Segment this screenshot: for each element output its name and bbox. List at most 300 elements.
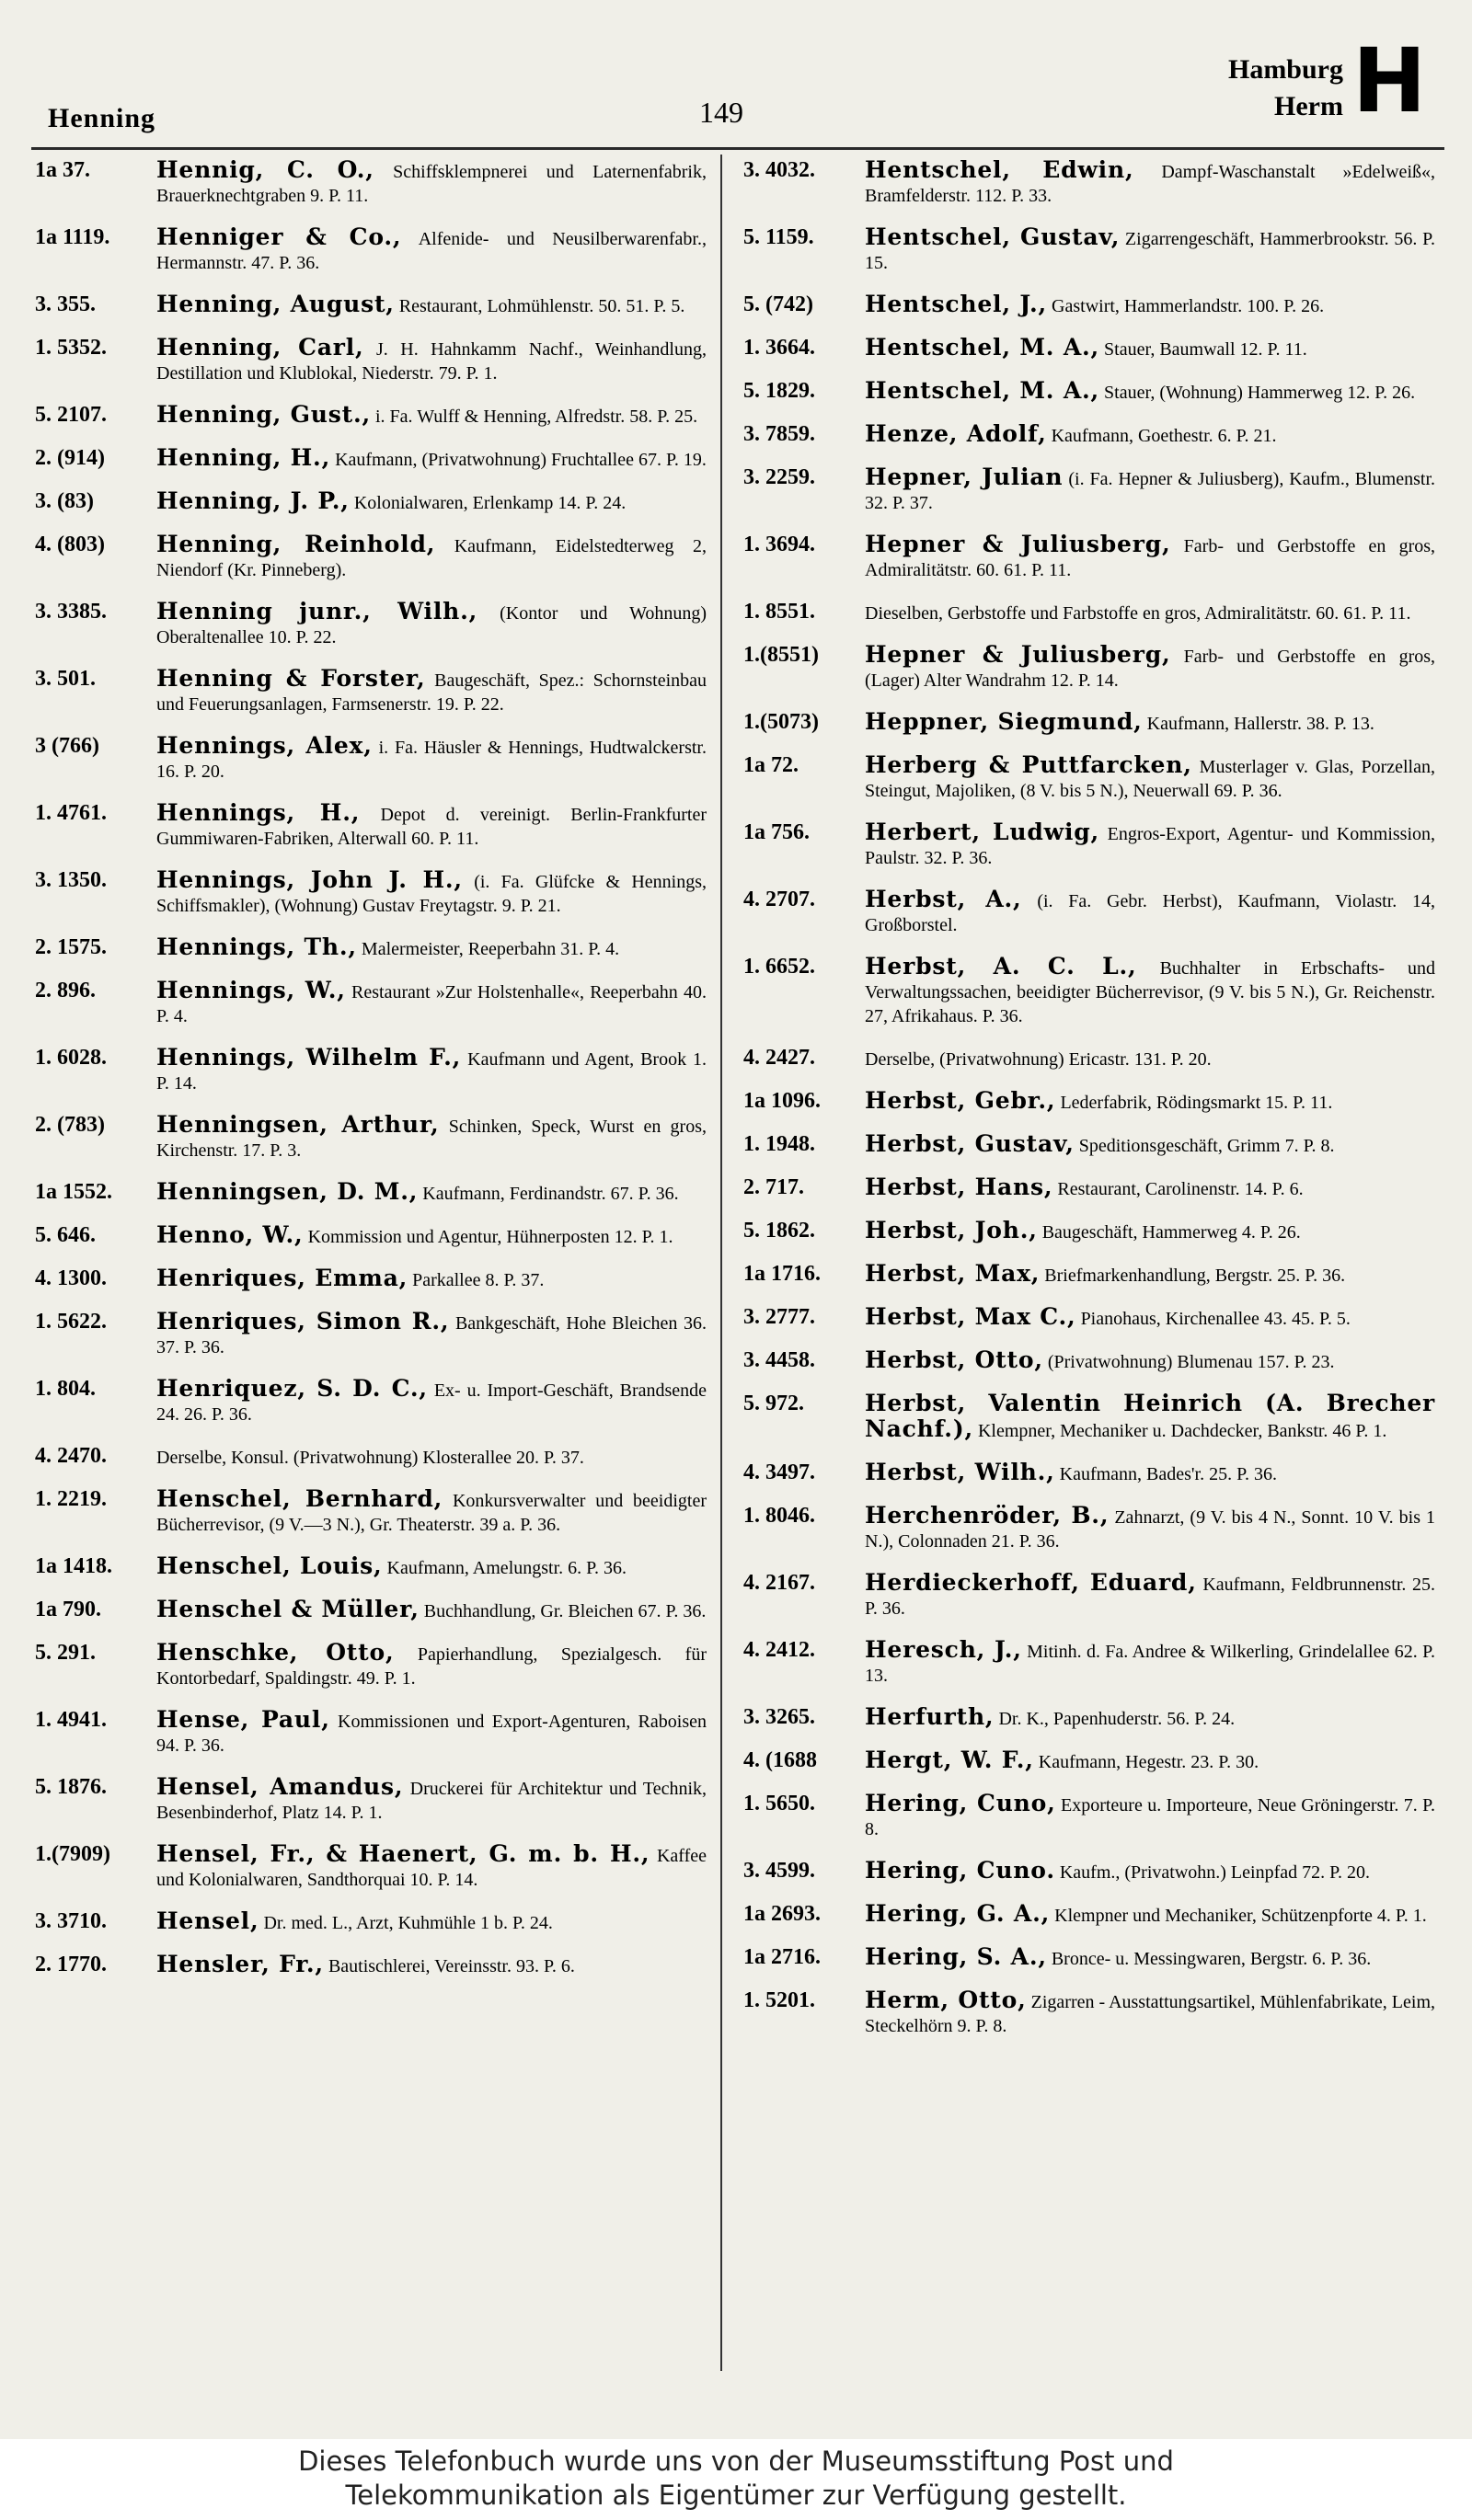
entry-details: (i. Fa. Hepner & Juliusberg), Kaufm., Blumenstr. 32. P. 37. (865, 469, 1435, 513)
entry-details: Lederfabrik, Rödingsmarkt 15. P. 11. (1060, 1093, 1333, 1113)
entry-body (865, 1902, 1435, 1928)
entry-details: Zigarrengeschäft, Hammerbrookstr. 56. P. 15. (865, 229, 1435, 273)
entry-body (156, 1113, 707, 1163)
entry-body (865, 292, 1435, 318)
entry-body (156, 979, 707, 1028)
entry-phone-code: 4. (1688 (743, 1748, 817, 1772)
entry-phone-code: 1. 3694. (743, 533, 815, 556)
entry-details: Kaufmann, Hallerstr. 38. P. 13. (1146, 714, 1374, 734)
entry-name: Henning, Gust., (156, 401, 371, 428)
directory-entry (35, 292, 707, 318)
directory-entry (743, 1988, 1435, 2038)
directory-entry (743, 1132, 1435, 1158)
directory-entry (743, 422, 1435, 448)
entry-details: Stauer, Baumwall 12. P. 11. (1104, 339, 1307, 360)
entry-phone-code: 1. 1948. (743, 1132, 815, 1156)
directory-entry (35, 1266, 707, 1292)
entry-body (156, 1775, 707, 1825)
entry-details: Kaufmann, Bades'r. 25. P. 36. (1059, 1464, 1277, 1484)
entry-name: Heppner, Siegmund, (865, 708, 1143, 735)
entry-details: Baugeschäft, Hammerweg 4. P. 26. (1041, 1222, 1301, 1243)
column-divider (720, 155, 722, 2371)
entry-name: Hentschel, Gustav, (865, 223, 1121, 250)
entry-body (865, 955, 1435, 1028)
entry-details: Briefmarkenhandlung, Bergstr. 25. P. 36. (1044, 1266, 1346, 1286)
entry-phone-code: 2. (783) (35, 1113, 105, 1137)
entry-name: Herdieckerhoff, Eduard, (865, 1569, 1197, 1596)
entry-details: Engros-Export, Agentur- und Kommission, Paulstr. 32. P. 36. (865, 824, 1436, 868)
entry-details: Druckerei für Architektur und Technik, Besenbinderhof, Platz 14. P. 1. (156, 1779, 707, 1823)
entry-details: Gastwirt, Hammerlandstr. 100. P. 26. (1052, 296, 1325, 316)
directory-entry (743, 533, 1435, 582)
entry-name: Herbst, Hans, (865, 1174, 1053, 1200)
entry-details: Bronce- u. Messingwaren, Bergstr. 6. P. 36. (1051, 1949, 1372, 1969)
entry-name: Henriques, Simon R., (156, 1308, 450, 1334)
directory-entry (35, 225, 707, 275)
entry-name: Herbst, Joh., (865, 1217, 1038, 1243)
entry-details: Kaufmann, Goethestr. 6. P. 21. (1051, 426, 1277, 446)
entry-details: Kaufmann, Hegestr. 23. P. 30. (1038, 1752, 1259, 1772)
entry-details: Kaffee und Kolonialwaren, Sandthorquai 10. P. 14. (156, 1846, 707, 1890)
entry-phone-code: 2. 1770. (35, 1953, 107, 1976)
entry-body (156, 935, 707, 961)
entry-name: Hennings, H., (156, 799, 361, 826)
entry-name: Herbst, A., (865, 886, 1022, 912)
directory-entry (743, 600, 1435, 625)
entry-name: Hennings, Alex, (156, 732, 373, 759)
entry-body (156, 1641, 707, 1690)
entry-details: Farb- und Gerbstoffe en gros, Admiralitätstr. 60. 61. P. 11. (865, 536, 1436, 580)
entry-phone-code: 2. 896. (35, 979, 96, 1002)
directory-entry (743, 1262, 1435, 1288)
directory-entry (35, 1046, 707, 1095)
entry-name: Hering, S. A., (865, 1943, 1047, 1970)
entry-phone-code: 1.(8551) (743, 643, 819, 667)
directory-entry (35, 1487, 707, 1537)
entry-name: Henning, Reinhold, (156, 531, 436, 557)
entry-phone-code: 4. 3497. (743, 1460, 815, 1484)
entry-phone-code: 3. 2777. (743, 1305, 815, 1329)
entry-name: Henschel & Müller, (156, 1596, 420, 1622)
entry-phone-code: 5. 1862. (743, 1219, 815, 1243)
entry-body (865, 1945, 1435, 1971)
entry-phone-code: 1. 2219. (35, 1487, 107, 1511)
entry-name: Herbst, Otto, (865, 1346, 1043, 1373)
directory-entry (35, 1953, 707, 1978)
entry-name: Hensel, Amandus, (156, 1773, 404, 1800)
directory-entry (35, 1708, 707, 1758)
entry-body (156, 1909, 707, 1935)
directory-entry (743, 1945, 1435, 1971)
entry-details: Kaufmann, (Privatwohnung) Fruchtallee 67. P. 19. (335, 450, 707, 470)
directory-entry (743, 643, 1435, 693)
entry-phone-code: 3. 3710. (35, 1909, 107, 1933)
entry-phone-code: 4. 2167. (743, 1571, 815, 1595)
attribution-line-2: Telekommunikation als Eigentümer zur Verfügung gestellt. (345, 2480, 1127, 2511)
directory-entry (743, 1305, 1435, 1331)
entry-details: Depot d. vereinigt. Berlin-Frankfurter Gummiwaren-Fabriken, Alterwall 60. P. 11. (156, 805, 707, 849)
entry-phone-code: 1. 4941. (35, 1708, 107, 1732)
entry-body (156, 1554, 707, 1580)
entry-name: Hentschel, M. A., (865, 334, 1100, 361)
entry-name: Herbst, Valentin Heinrich (A. Brecher Nachf.), (865, 1390, 1435, 1442)
directory-entry (35, 158, 707, 208)
directory-entry (35, 1377, 707, 1426)
entry-phone-code: 4. 2412. (743, 1638, 815, 1662)
directory-entry (743, 158, 1435, 208)
entry-body (865, 1460, 1435, 1486)
entry-body (865, 1638, 1435, 1688)
entry-name: Hepner & Juliusberg, (865, 641, 1171, 668)
directory-entry (35, 1310, 707, 1359)
entry-details: Dr. med. L., Arzt, Kuhmühle 1 b. P. 24. (263, 1913, 553, 1933)
entry-body (865, 336, 1435, 361)
entry-phone-code: 5. 291. (35, 1641, 96, 1665)
entry-body (865, 1705, 1435, 1731)
entry-details: Bautischlerei, Vereinsstr. 93. P. 6. (328, 1956, 575, 1976)
attribution-line-1: Dieses Telefonbuch wurde uns von der Museumsstiftung Post und (298, 2446, 1174, 2477)
entry-details: (i. Fa. Glüfcke & Hennings, Schiffsmakler), (Wohnung) Gustav Freytagstr. 9. P. 21. (156, 872, 707, 916)
entry-name: Henschel, Bernhard, (156, 1485, 443, 1512)
entry-phone-code: 1a 1418. (35, 1554, 112, 1578)
entry-phone-code: 1a 1716. (743, 1262, 821, 1286)
entry-name: Hennings, John J. H., (156, 866, 463, 893)
directory-entry (35, 979, 707, 1028)
entry-details: i. Fa. Wulff & Henning, Alfredstr. 58. P. 25. (375, 407, 698, 427)
entry-details: Stauer, (Wohnung) Hammerweg 12. P. 26. (1104, 383, 1416, 403)
entry-body (865, 643, 1435, 693)
entry-body (156, 292, 707, 318)
entry-body (156, 1444, 707, 1470)
entry-body (865, 888, 1435, 937)
directory-entry (743, 1089, 1435, 1115)
entry-body (156, 1953, 707, 1978)
entry-details: Dampf-Waschanstalt »Edelweiß«, Bramfelderstr. 112. P. 33. (865, 162, 1435, 206)
range-end-label: Herm (1274, 90, 1343, 121)
entry-phone-code: 3. 501. (35, 667, 96, 691)
entry-name: Henriquez, S. D. C., (156, 1375, 428, 1402)
entry-body (156, 1310, 707, 1359)
entry-phone-code: 1. 5650. (743, 1792, 815, 1816)
directory-entry (35, 1113, 707, 1163)
entry-body (865, 1348, 1435, 1374)
entry-phone-code: 3. 7859. (743, 422, 815, 446)
entry-phone-code: 1a 756. (743, 820, 810, 844)
entry-phone-code: 3. 4032. (743, 158, 815, 182)
entry-phone-code: 5. 646. (35, 1223, 96, 1247)
city-label: Hamburg (1227, 54, 1343, 85)
entry-details: Kaufm., (Privatwohn.) Leinpfad 72. P. 20. (1059, 1862, 1371, 1883)
entry-details: Bankgeschäft, Hohe Bleichen 36. 37. P. 36. (156, 1313, 707, 1357)
entry-details: (Privatwohnung) Blumenau 157. P. 23. (1047, 1352, 1335, 1372)
entry-body (865, 600, 1435, 625)
entry-phone-code: 3. 355. (35, 292, 96, 316)
entry-body (156, 1046, 707, 1095)
entry-body (156, 1377, 707, 1426)
attribution-footer (0, 2439, 1472, 2520)
entry-details: Pianohaus, Kirchenallee 43. 45. P. 5. (1080, 1309, 1351, 1329)
entry-body (865, 1219, 1435, 1244)
entry-name: Hennings, W., (156, 977, 346, 1003)
entry-body (865, 820, 1435, 870)
entry-details: Ex- u. Import-Geschäft, Brandsende 24. 26. P. 36. (156, 1380, 707, 1425)
entry-phone-code: 3 (766) (35, 734, 99, 758)
directory-entry (35, 667, 707, 716)
entry-details: Derselbe, Konsul. (Privatwohnung) Klosterallee 20. P. 37. (156, 1448, 584, 1468)
entry-phone-code: 5. 1876. (35, 1775, 107, 1799)
entry-phone-code: 1. 4761. (35, 801, 107, 825)
entry-details: Kommissionen und Export-Agenturen, Raboisen 94. P. 36. (156, 1712, 707, 1756)
entry-name: Henriques, Emma, (156, 1265, 408, 1291)
entry-name: Herbst, Gebr., (865, 1087, 1056, 1114)
entry-name: Hensel, (156, 1907, 259, 1934)
entry-name: Herbst, Gustav, (865, 1130, 1075, 1157)
directory-entry (35, 801, 707, 851)
directory-entry (743, 1748, 1435, 1774)
entry-body (156, 1598, 707, 1623)
entry-name: Hennig, C. O., (156, 156, 374, 183)
entry-phone-code: 3. 4599. (743, 1859, 815, 1883)
entry-body (865, 1571, 1435, 1621)
entry-body (865, 1305, 1435, 1331)
entry-body (156, 1223, 707, 1249)
right-column (743, 158, 1435, 2056)
entry-name: Herbst, A. C. L., (865, 953, 1137, 979)
directory-entry (743, 1348, 1435, 1374)
entry-details: Alfenide- und Neusilberwarenfabr., Hermannstr. 47. P. 36. (156, 229, 707, 273)
entry-body (156, 403, 707, 429)
entry-body (865, 1859, 1435, 1884)
entry-body (865, 1089, 1435, 1115)
entry-name: Hering, G. A., (865, 1900, 1051, 1927)
entry-body (156, 1842, 707, 1892)
entry-phone-code: 1a 790. (35, 1598, 101, 1621)
directory-entry (35, 734, 707, 784)
entry-body (865, 1792, 1435, 1841)
entry-body (156, 336, 707, 385)
entry-details: Buchhandlung, Gr. Bleichen 67. P. 36. (423, 1601, 707, 1621)
header-rule (31, 147, 1444, 150)
entry-name: Hentschel, J., (865, 291, 1048, 317)
entry-details: (i. Fa. Gebr. Herbst), Kaufmann, Violastr. 14, Großborstel. (865, 891, 1436, 935)
entry-details: Exporteure u. Importeure, Neue Gröningerstr. 7. P. 8. (865, 1795, 1435, 1839)
entry-details: Kaufmann, Amelungstr. 6. P. 36. (386, 1558, 627, 1578)
directory-entry (35, 403, 707, 429)
entry-name: Herm, Otto, (865, 1987, 1027, 2013)
directory-entry (35, 1180, 707, 1206)
entry-body (865, 710, 1435, 736)
directory-entry (743, 1571, 1435, 1621)
entry-phone-code: 1. 6652. (743, 955, 815, 979)
directory-entry (743, 1504, 1435, 1553)
entry-name: Henniger & Co., (156, 223, 402, 250)
entry-name: Hepner, Julian (865, 464, 1064, 490)
entry-body (156, 1708, 707, 1758)
directory-entry (743, 1046, 1435, 1071)
entry-details: Restaurant, Lohmühlenstr. 50. 51. P. 5. (398, 296, 685, 316)
directory-entry (35, 600, 707, 649)
entry-body (865, 1392, 1435, 1443)
directory-entry (743, 225, 1435, 275)
entry-name: Hergt, W. F., (865, 1747, 1034, 1773)
entry-phone-code: 3. (83) (35, 489, 94, 513)
entry-name: Henning, H., (156, 444, 331, 471)
entry-body (156, 734, 707, 784)
entry-phone-code: 2. 1575. (35, 935, 107, 959)
entry-phone-code: 4. (803) (35, 533, 105, 556)
entry-details: Kommission und Agentur, Hühnerposten 12. P. 1. (307, 1227, 673, 1247)
entry-body (865, 1748, 1435, 1774)
entry-phone-code: 5. 2107. (35, 403, 107, 427)
entry-body (156, 868, 707, 918)
entry-phone-code: 1. 5201. (743, 1988, 815, 2012)
entry-phone-code: 1a 72. (743, 753, 799, 777)
entry-name: Henning, J. P., (156, 487, 350, 514)
directory-entry (743, 292, 1435, 318)
entry-name: Hepner & Juliusberg, (865, 531, 1171, 557)
entry-body (156, 667, 707, 716)
entry-phone-code: 1. 3664. (743, 336, 815, 360)
entry-name: Henze, Adolf, (865, 420, 1047, 447)
entry-phone-code: 1. 5622. (35, 1310, 107, 1334)
directory-entry (35, 1444, 707, 1470)
entry-name: Herchenröder, B., (865, 1502, 1110, 1529)
entry-phone-code: 3. 1350. (35, 868, 107, 892)
entry-details: Baugeschäft, Spez.: Schornsteinbau und Feuerungsanlagen, Farmsenerstr. 19. P. 22. (156, 670, 707, 715)
entry-name: Herfurth, (865, 1703, 995, 1730)
directory-entry (35, 1598, 707, 1623)
entry-details: Zahnarzt, (9 V. bis 4 N., Sonnt. 10 V. bis 1 N.), Colonnaden 21. P. 36. (865, 1507, 1435, 1552)
running-head-left: Henning (48, 103, 156, 133)
entry-body (156, 801, 707, 851)
entry-phone-code: 5. 1829. (743, 379, 815, 403)
entry-phone-code: 3. 3385. (35, 600, 107, 624)
entry-name: Henningsen, Arthur, (156, 1111, 440, 1138)
page-number: 149 (699, 96, 743, 129)
directory-entry (35, 446, 707, 472)
entry-name: Hensel, Fr., & Haenert, G. m. b. H., (156, 1840, 650, 1867)
section-letter: H (1352, 29, 1427, 132)
directory-entry (743, 1705, 1435, 1731)
entry-body (865, 1988, 1435, 2038)
entry-phone-code: 1a 1552. (35, 1180, 112, 1204)
entry-details: Malermeister, Reeperbahn 31. P. 4. (361, 939, 620, 959)
entry-name: Hentschel, Edwin, (865, 156, 1134, 183)
entry-phone-code: 1a 37. (35, 158, 90, 182)
entry-name: Hennings, Th., (156, 934, 357, 960)
entry-details: Kaufmann, Eidelstedterweg 2, Niendorf (Kr. Pinneberg). (156, 536, 707, 580)
entry-details: Buchhalter in Erbschafts- und Verwaltungssachen, beeidigter Bücherrevisor, (9 V. bis 5 N.), Gr. Reichenstr. 27, Afrikahaus. P. 36. (865, 958, 1436, 1026)
entry-phone-code: 3. 4458. (743, 1348, 815, 1372)
entry-body (156, 1266, 707, 1292)
entry-phone-code: 3. 2259. (743, 465, 815, 489)
entry-phone-code: 1. 804. (35, 1377, 96, 1401)
entry-phone-code: 1. 5352. (35, 336, 107, 360)
entry-name: Henschel, Louis, (156, 1552, 383, 1579)
entry-body (865, 1175, 1435, 1201)
entry-phone-code: 4. 2427. (743, 1046, 815, 1070)
entry-name: Henning junr., Wilh., (156, 598, 478, 624)
entry-name: Herbert, Ludwig, (865, 819, 1100, 845)
entry-phone-code: 1a 2716. (743, 1945, 821, 1969)
entry-body (156, 158, 707, 208)
entry-body (865, 533, 1435, 582)
entry-phone-code: 2. (914) (35, 446, 105, 470)
entry-phone-code: 2. 717. (743, 1175, 804, 1199)
entry-phone-code: 1a 1119. (35, 225, 110, 249)
left-column (35, 158, 707, 1996)
directory-entry (743, 465, 1435, 515)
entry-body (156, 1487, 707, 1537)
directory-entry (35, 868, 707, 918)
entry-details: i. Fa. Häusler & Hennings, Hudtwalckerstr. 16. P. 20. (156, 738, 707, 782)
directory-entry (35, 1909, 707, 1935)
directory-entry (35, 489, 707, 515)
directory-entry (743, 1638, 1435, 1688)
entry-phone-code: 1a 2693. (743, 1902, 821, 1926)
entry-phone-code: 5. 972. (743, 1392, 804, 1415)
entry-details: Klempner, Mechaniker u. Dachdecker, Bankstr. 46 P. 1. (977, 1421, 1387, 1441)
entry-name: Henschke, Otto, (156, 1639, 395, 1666)
entry-phone-code: 1.(5073) (743, 710, 819, 734)
entry-details: Dieselben, Gerbstoffe und Farbstoffe en gros, Admiralitätstr. 60. 61. P. 11. (865, 603, 1411, 624)
entry-name: Herberg & Puttfarcken, (865, 751, 1192, 778)
directory-entry (35, 1223, 707, 1249)
directory-entry (743, 1792, 1435, 1841)
entry-phone-code: 5. 1159. (743, 225, 814, 249)
entry-body (156, 600, 707, 649)
entry-details: Konkursverwalter und beeidigter Bücherrevisor, (9 V.—3 N.), Gr. Theaterstr. 39 a. P. 36. (156, 1491, 707, 1535)
entry-phone-code: 1.(7909) (35, 1842, 110, 1866)
entry-phone-code: 5. (742) (743, 292, 813, 316)
entry-details: Kaufmann, Feldbrunnenstr. 25. P. 36. (865, 1575, 1435, 1619)
entry-body (156, 446, 707, 472)
directory-entry (743, 336, 1435, 361)
entry-details: Zigarren - Ausstattungsartikel, Mühlenfabrikate, Leim, Steckelhörn 9. P. 8. (865, 1992, 1435, 2036)
directory-entry (743, 753, 1435, 803)
entry-body (156, 1180, 707, 1206)
entry-details: Derselbe, (Privatwohnung) Ericastr. 131. P. 20. (865, 1049, 1212, 1070)
entry-details: Dr. K., Papenhuderstr. 56. P. 24. (998, 1709, 1236, 1729)
entry-phone-code: 1. 6028. (35, 1046, 107, 1070)
entry-name: Herbst, Max C., (865, 1303, 1076, 1330)
entry-phone-code: 4. 2707. (743, 888, 815, 911)
entry-name: Herbst, Wilh., (865, 1459, 1055, 1485)
directory-entry (743, 955, 1435, 1028)
entry-phone-code: 3. 3265. (743, 1705, 815, 1729)
entry-body (865, 225, 1435, 275)
entry-body (865, 1262, 1435, 1288)
entry-name: Hensler, Fr., (156, 1951, 324, 1977)
entry-details: Klempner und Mechaniker, Schützenpforte 4. P. 1. (1054, 1906, 1427, 1926)
entry-body (865, 158, 1435, 208)
entry-body (865, 465, 1435, 515)
entry-name: Herbst, Max, (865, 1260, 1041, 1287)
directory-entry (743, 710, 1435, 736)
directory-entry (743, 888, 1435, 937)
entry-details: (Kontor und Wohnung) Oberaltenallee 10. P. 22. (156, 603, 707, 647)
entry-phone-code: 4. 2470. (35, 1444, 107, 1468)
directory-entry (35, 1775, 707, 1825)
directory-entry (35, 336, 707, 385)
entry-name: Heresch, J., (865, 1636, 1022, 1663)
entry-phone-code: 1. 8046. (743, 1504, 815, 1528)
entry-name: Hering, Cuno. (865, 1857, 1055, 1884)
entry-name: Hense, Paul, (156, 1706, 330, 1733)
entry-body (865, 1504, 1435, 1553)
entry-body (156, 225, 707, 275)
entry-details: Mitinh. d. Fa. Andree & Wilkerling, Grindelallee 62. P. 13. (865, 1642, 1435, 1686)
